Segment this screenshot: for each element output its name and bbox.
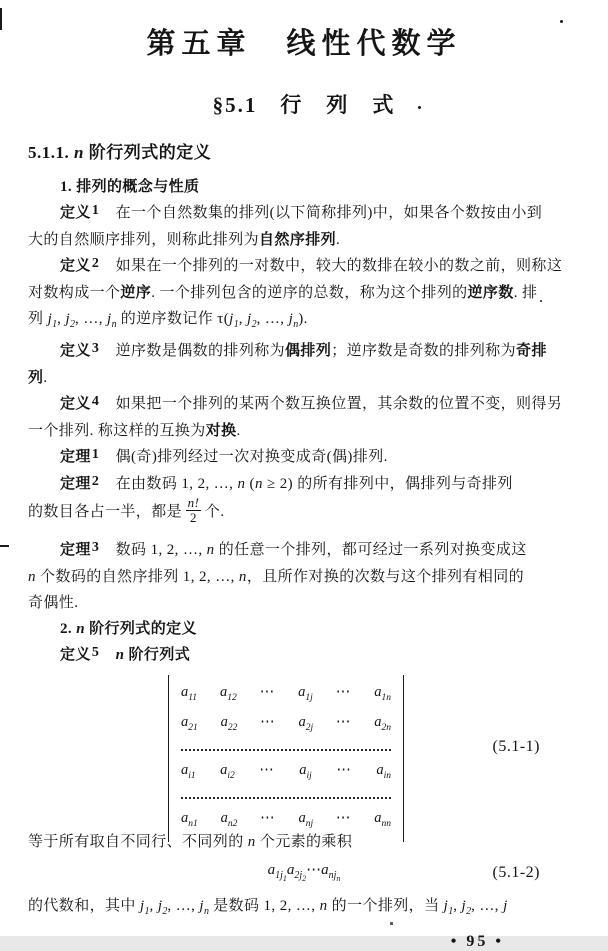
text-line: 定理2 在由数码 1, 2, …, n (n ≥ 2) 的所有排列中，偶排列与奇排列 (60, 474, 513, 492)
matrix-ellipsis: ⋯ (260, 810, 276, 827)
text-line: n 个数码的自然序排列 1, 2, …, n，且所作对换的次数与这个排列有相同的 (28, 568, 525, 585)
matrix-entry: $a_{in}$ (376, 762, 391, 782)
matrix-entry: $a_{1n}$ (374, 683, 391, 703)
matrix-entry: $a_{1j}$ (298, 683, 313, 703)
scan-artifact (540, 300, 542, 302)
text-line: 大的自然顺序排列，则称此排列为自然序排列. (28, 232, 341, 248)
matrix-dotted-row (181, 749, 391, 751)
matrix-entry: $a_{i2}$ (220, 762, 235, 782)
text-line: 对数构成一个逆序. 一个排列包含的逆序的总数，称为这个排列的逆序数. 排 (28, 285, 538, 301)
scan-artifact (0, 545, 9, 547)
matrix-entry: $a_{2j}$ (298, 714, 314, 734)
text-line: 2. n 阶行列式的定义 (60, 620, 197, 637)
text-line: 的数目各占一半，都是 $\frac{n!}{2}$ 个. (28, 495, 225, 526)
matrix-ellipsis: ⋯ (335, 714, 352, 731)
text-line: 等于所有取自不同行、不同列的 n 个元素的乘积 (28, 833, 353, 850)
page-number: • 95 • (450, 932, 504, 950)
matrix-entry: $a_{n1}$ (181, 810, 198, 830)
matrix-entry: $a_{11}$ (181, 683, 198, 703)
scan-artifact (418, 106, 421, 109)
text-line: 定义1 在一个自然数集的排列(以下简称排列)中，如果各个数按由小到 (60, 203, 543, 221)
matrix-entry: $a_{nn}$ (374, 810, 391, 830)
matrix-entry: $a_{12}$ (220, 683, 237, 703)
matrix-dotted-row (181, 797, 391, 799)
text-line: 定理1 偶(奇)排列经过一次对换变成奇(偶)排列. (60, 447, 388, 465)
text-line: 列 $j_1$, $j_2$, …, $j_n$ 的逆序数记作 $\tau(j_1$, $j_2$, …, $j_n$). (28, 311, 308, 330)
matrix-row (181, 680, 391, 711)
text-line: 定理3 数码 1, 2, …, n 的任意一个排列，都可经过一系列对换变成这 (60, 539, 527, 558)
matrix-entry: $a_{n2}$ (220, 810, 238, 830)
matrix-ellipsis: ⋯ (335, 810, 352, 827)
chapter-title: 第五章 线性代数学 (146, 28, 462, 60)
matrix-entry: $a_{nj}$ (298, 810, 314, 830)
text-line: 1. 排列的概念与性质 (60, 179, 200, 195)
matrix-ellipsis: ⋯ (259, 762, 275, 779)
scan-artifact (390, 922, 393, 925)
matrix-entry: $a_{22}$ (220, 714, 238, 734)
body-text-last (28, 893, 580, 925)
matrix-entry: $a_{ij}$ (299, 762, 312, 782)
formula-5-1-2: $a_{1j1}a_{2j2}\cdots a_{njn}$ (267, 861, 341, 883)
matrix-entry: $a_{2n}$ (374, 714, 391, 734)
determinant-5-1-1 (168, 675, 404, 843)
equation-number-5-1-2: (5.1-2) (492, 863, 540, 881)
matrix-ellipsis: ⋯ (259, 683, 276, 700)
text-line: 一个排列. 称这样的互换为对换. (28, 423, 241, 439)
matrix-entry: $a_{21}$ (181, 714, 198, 734)
text-line: 列. (28, 370, 48, 386)
matrix-row (181, 806, 391, 837)
text-line: 奇偶性. (28, 594, 79, 611)
text-line: 的代数和，其中 $j_1$, $j_2$, …, $j_n$ 是数码 1, 2, …, n 的一个排列，当 $j_1$, $j_2$, …, j (28, 897, 508, 917)
section-title: §5.1 行 列 式 (212, 93, 396, 117)
text-line: 定义2 如果在一个排列的一对数中，较大的数排在较小的数之前，则称这 (60, 256, 563, 274)
matrix-row (181, 710, 391, 741)
body-text (28, 174, 580, 669)
matrix-ellipsis: ⋯ (336, 762, 352, 779)
matrix-row (181, 758, 391, 789)
equation-number-5-1-1: (5.1-1) (492, 737, 540, 755)
matrix-ellipsis: ⋯ (335, 683, 352, 700)
matrix-entry: $a_{i1}$ (181, 762, 196, 782)
text-line: 定义4 如果把一个排列的某两个数互换位置，其余数的位置不变，则得另 (60, 394, 563, 412)
matrix-ellipsis: ⋯ (260, 714, 276, 731)
text-line: 定义5 n 阶行列式 (60, 644, 191, 663)
scan-artifact (560, 20, 563, 23)
formula-5-1-2-row (28, 855, 580, 891)
subsection-title: 5.1.1. n 阶行列式的定义 (28, 143, 212, 162)
determinant-block (28, 675, 580, 830)
scan-artifact (0, 8, 2, 30)
text-line: 定义3 逆序数是偶数的排列称为偶排列；逆序数是奇数的排列称为奇排 (60, 341, 547, 359)
